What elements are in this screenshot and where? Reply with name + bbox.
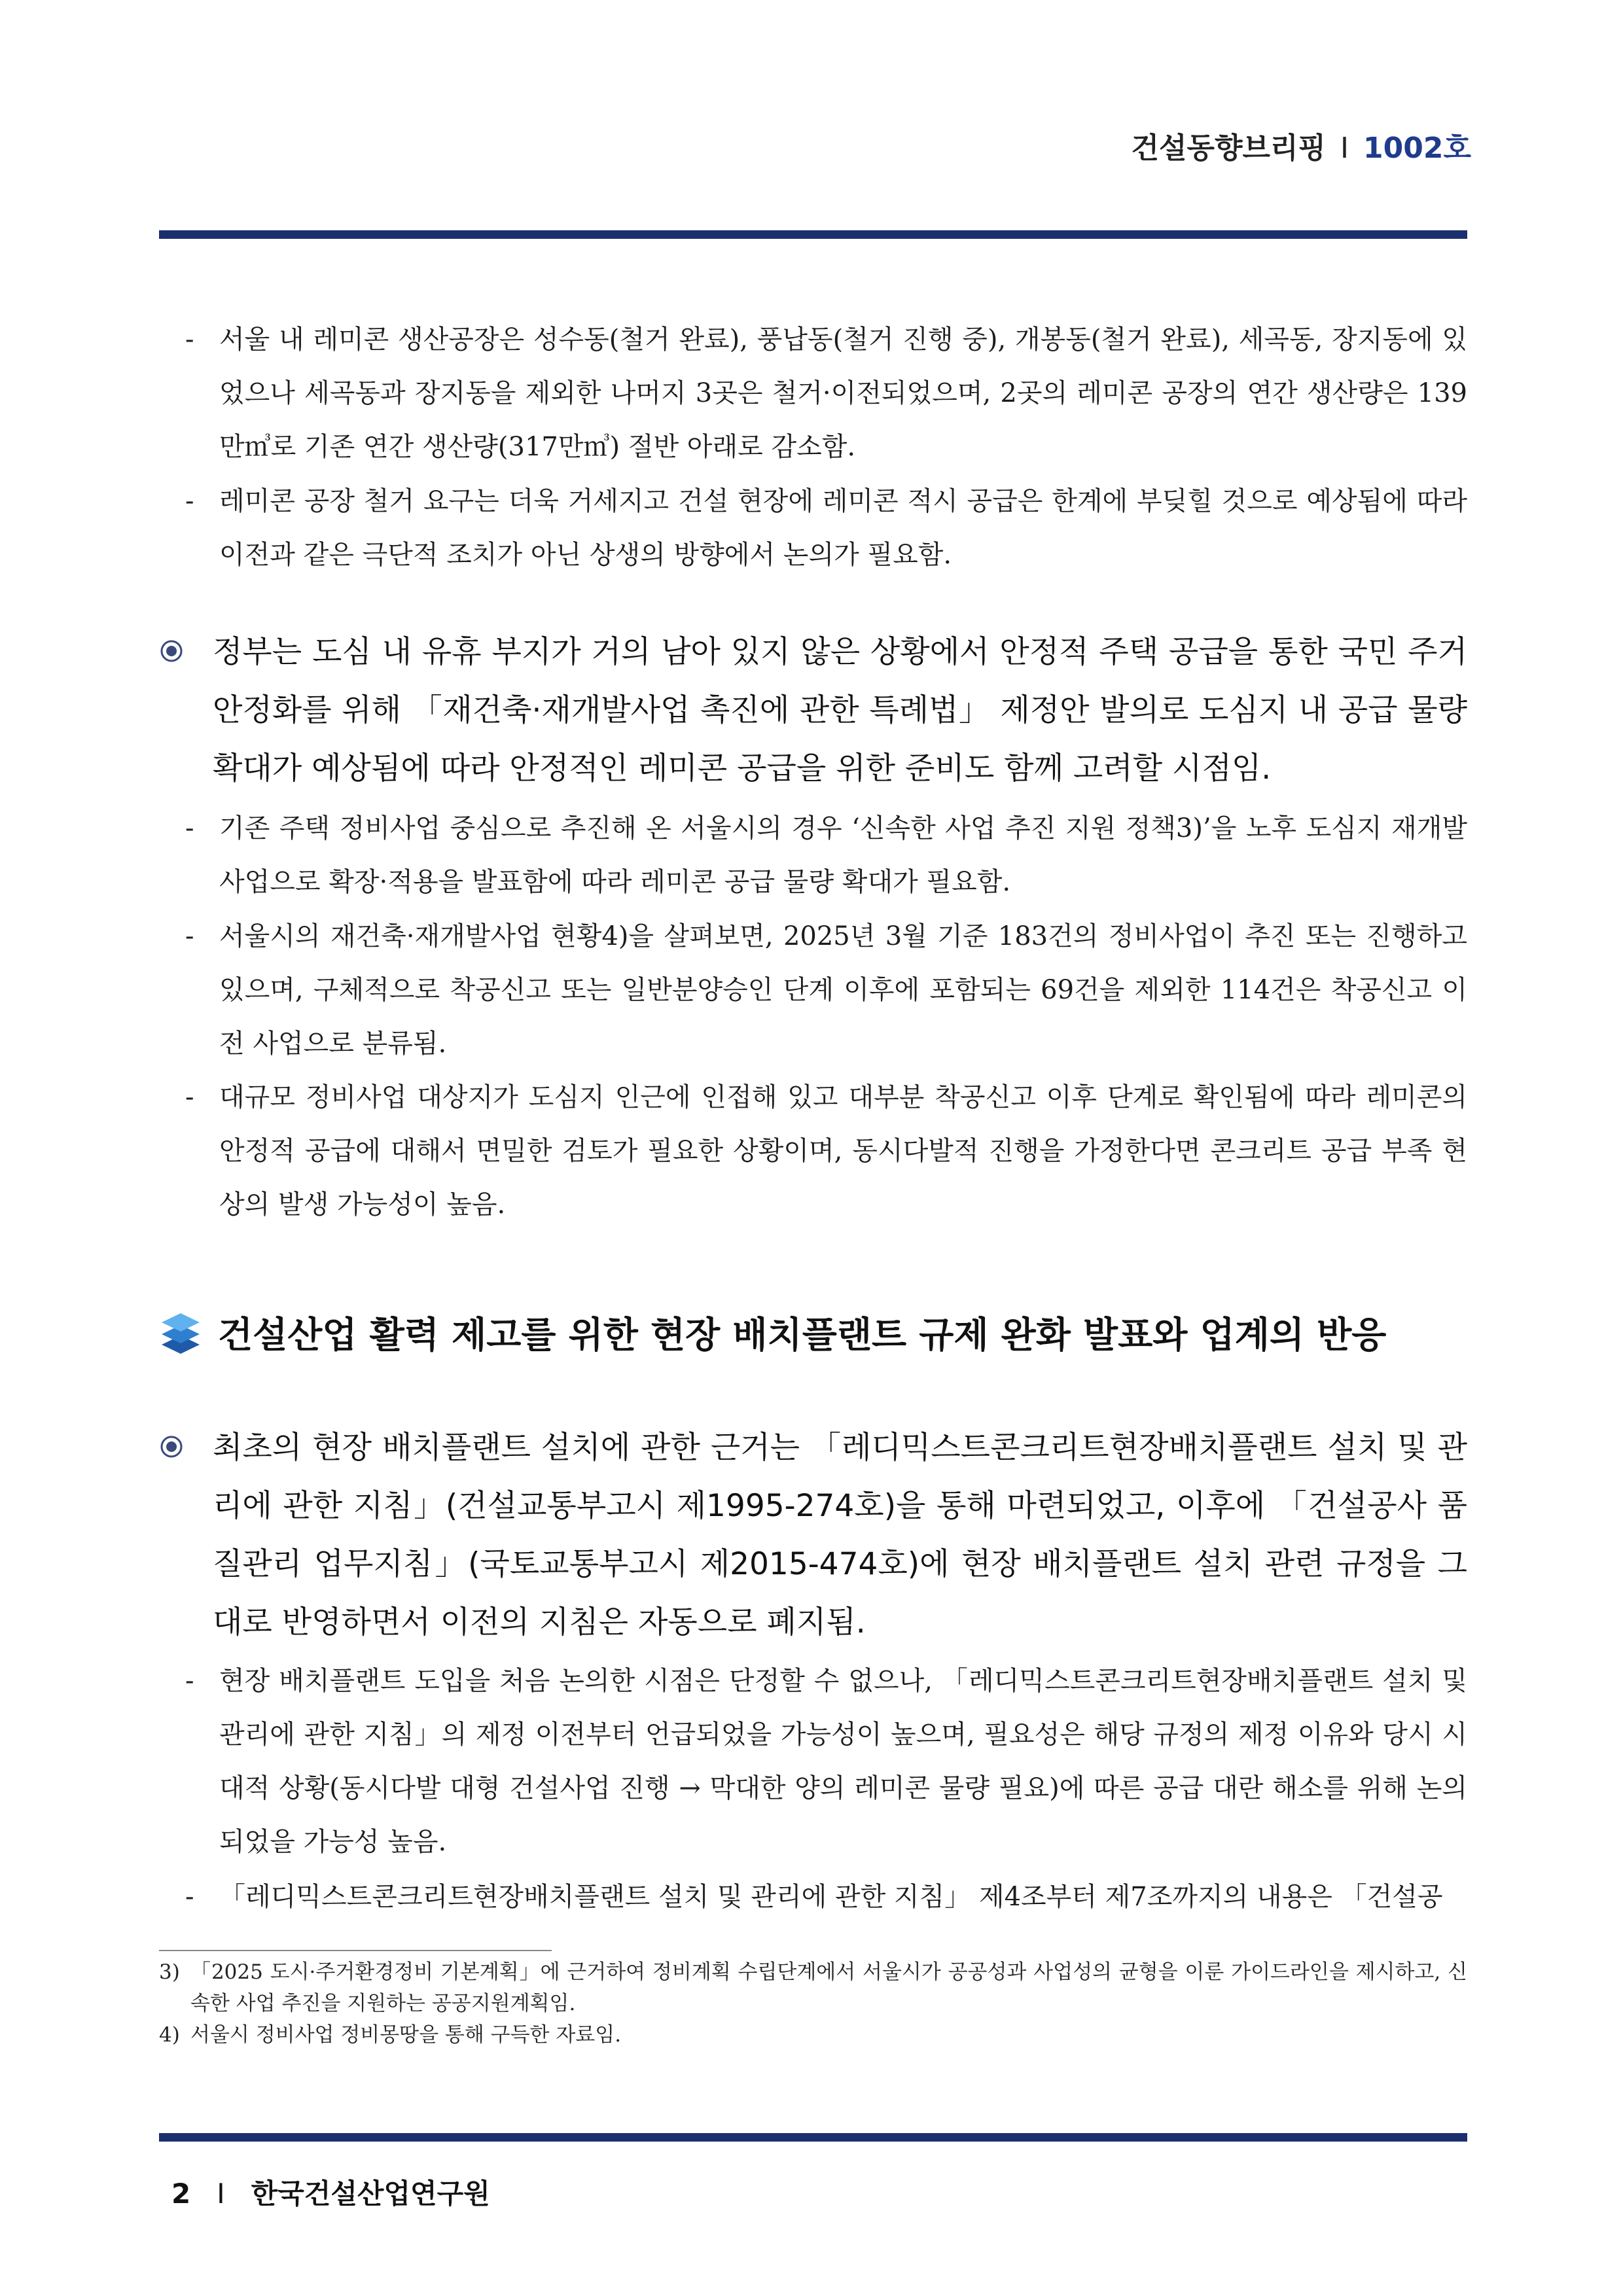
list-item xyxy=(185,1870,1467,1924)
issue-number: 1002호 xyxy=(1363,132,1471,165)
list-item-text: 서울 내 레미콘 생산공장은 성수동(철거 완료), 풍납동(철거 진행 중), 개봉동(철거 완료), 세곡동, 장지동에 있었으나 세곡동과 장지동을 제외한 나머지 3곳은 철거·이전되었으며, 2곳의 레미콘 공장의 연간 생산량은 139만㎥로 기존 연간 생산량(317만㎥) 절반 아래로 감소함. xyxy=(219,325,1467,462)
section-heading xyxy=(159,1302,1386,1361)
list-item-text: 서울시의 재건축·재개발사업 현황4)을 살펴보면, 2025년 3월 기준 183건의 정비사업이 추진 또는 진행하고 있으며, 구체적으로 착공신고 또는 일반분양승인 단계 이후에 포함되는 69건을 제외한 114건은 착공신고 이전 사업으로 분류됨. xyxy=(219,921,1467,1059)
page-footer xyxy=(171,2172,490,2212)
footnotes xyxy=(159,1956,1467,2051)
organization-name: 한국건설산업연구원 xyxy=(251,2178,490,2210)
footnote xyxy=(159,1956,1467,2019)
header-separator: I xyxy=(1340,132,1349,165)
list-item xyxy=(185,910,1467,1070)
footnote xyxy=(159,2019,1467,2051)
footnote-text: 「2025 도시·주거환경정비 기본계획」에 근거하여 정비계획 수립단계에서 서울시가 공공성과 사업성의 균형을 이룬 가이드라인을 제시하고, 신속한 사업 추진을 지원하는 공공지원계획임. xyxy=(190,1960,1467,2015)
dash-marker: - xyxy=(185,1666,194,1696)
section-title-text: 건설산업 활력 제고를 위한 현장 배치플랜트 규제 완화 발표와 업계의 반응 xyxy=(218,1313,1387,1356)
footer-separator: I xyxy=(217,2178,225,2210)
list-item-text: 대규모 정비사업 대상지가 도심지 인근에 인접해 있고 대부분 착공신고 이후 단계로 확인됨에 따라 레미콘의 안정적 공급에 대해서 면밀한 검토가 필요한 상황이며, 동시다발적 진행을 가정한다면 콘크리트 공급 부족 현상의 발생 가능성이 높음. xyxy=(219,1082,1467,1220)
target-circle-icon xyxy=(160,640,183,662)
dash-marker: - xyxy=(185,921,194,951)
footnote-number: 3) xyxy=(159,1960,180,1984)
list-item xyxy=(185,1070,1467,1231)
list-item xyxy=(185,474,1467,582)
footer-rule xyxy=(159,2133,1467,2142)
dash-marker: - xyxy=(185,1082,194,1112)
bullet-text: 정부는 도심 내 유휴 부지가 거의 남아 있지 않은 상황에서 안정적 주택 공급을 통한 국민 주거 안정화를 위해 「재건축·재개발사업 촉진에 관한 특례법」 제정안 발의로 도심지 내 공급 물량 확대가 예상됨에 따라 안정적인 레미콘 공급을 위한 준비도 함께 고려할 시점임. xyxy=(213,634,1467,786)
list-item-text: 레미콘 공장 철거 요구는 더욱 거세지고 건설 현장에 레미콘 적시 공급은 한계에 부딪힐 것으로 예상됨에 따라 이전과 같은 극단적 조치가 아닌 상생의 방향에서 논의가 필요함. xyxy=(219,486,1467,570)
page-header xyxy=(1132,124,1471,166)
list-item xyxy=(185,802,1467,909)
bullet-text: 최초의 현장 배치플랜트 설치에 관한 근거는 「레디믹스트콘크리트현장배치플랜트 설치 및 관리에 관한 지침」(건설교통부고시 제1995-274호)을 통해 마련되었고, 이후에 「건설공사 품질관리 업무지침」(국토교통부고시 제2015-474호)에 현장 배치플랜트 설치 관련 규정을 그대로 반영하면서 이전의 지침은 자동으로 폐지됨. xyxy=(213,1430,1467,1640)
footnote-divider xyxy=(159,1950,552,1951)
layers-icon xyxy=(159,1307,202,1356)
list-item xyxy=(185,1654,1467,1869)
list-item xyxy=(185,313,1467,474)
footnote-number: 4) xyxy=(159,2023,180,2047)
bullet-paragraph xyxy=(159,623,1467,798)
bullet-paragraph xyxy=(159,1419,1467,1651)
publication-title: 건설동향브리핑 xyxy=(1131,132,1327,165)
target-circle-icon xyxy=(160,1436,183,1458)
list-item-text: 기존 주택 정비사업 중심으로 추진해 온 서울시의 경우 ‘신속한 사업 추진 지원 정책3)’을 노후 도심지 재개발사업으로 확장·적용을 발표함에 따라 레미콘 공급 물량 확대가 필요함. xyxy=(219,813,1467,897)
dash-marker: - xyxy=(185,486,194,516)
footnote-text: 서울시 정비사업 정비몽땅을 통해 구득한 자료임. xyxy=(190,2023,622,2047)
list-item-text: 현장 배치플랜트 도입을 처음 논의한 시점은 단정할 수 없으나, 「레디믹스트콘크리트현장배치플랜트 설치 및 관리에 관한 지침」의 제정 이전부터 언급되었을 가능성이 높으며, 필요성은 해당 규정의 제정 이유와 당시 시대적 상황(동시다발 대형 건설사업 진행 → 막대한 양의 레미콘 물량 필요)에 따른 공급 대란 해소를 위해 논의되었을 가능성 높음. xyxy=(219,1666,1467,1857)
page-number: 2 xyxy=(171,2178,191,2210)
dash-marker: - xyxy=(185,813,194,843)
header-rule xyxy=(159,230,1467,239)
dash-marker: - xyxy=(185,1882,194,1912)
list-item-text: 「레디믹스트콘크리트현장배치플랜트 설치 및 관리에 관한 지침」 제4조부터 제7조까지의 내용은 「건설공 xyxy=(219,1882,1443,1912)
dash-marker: - xyxy=(185,325,194,355)
